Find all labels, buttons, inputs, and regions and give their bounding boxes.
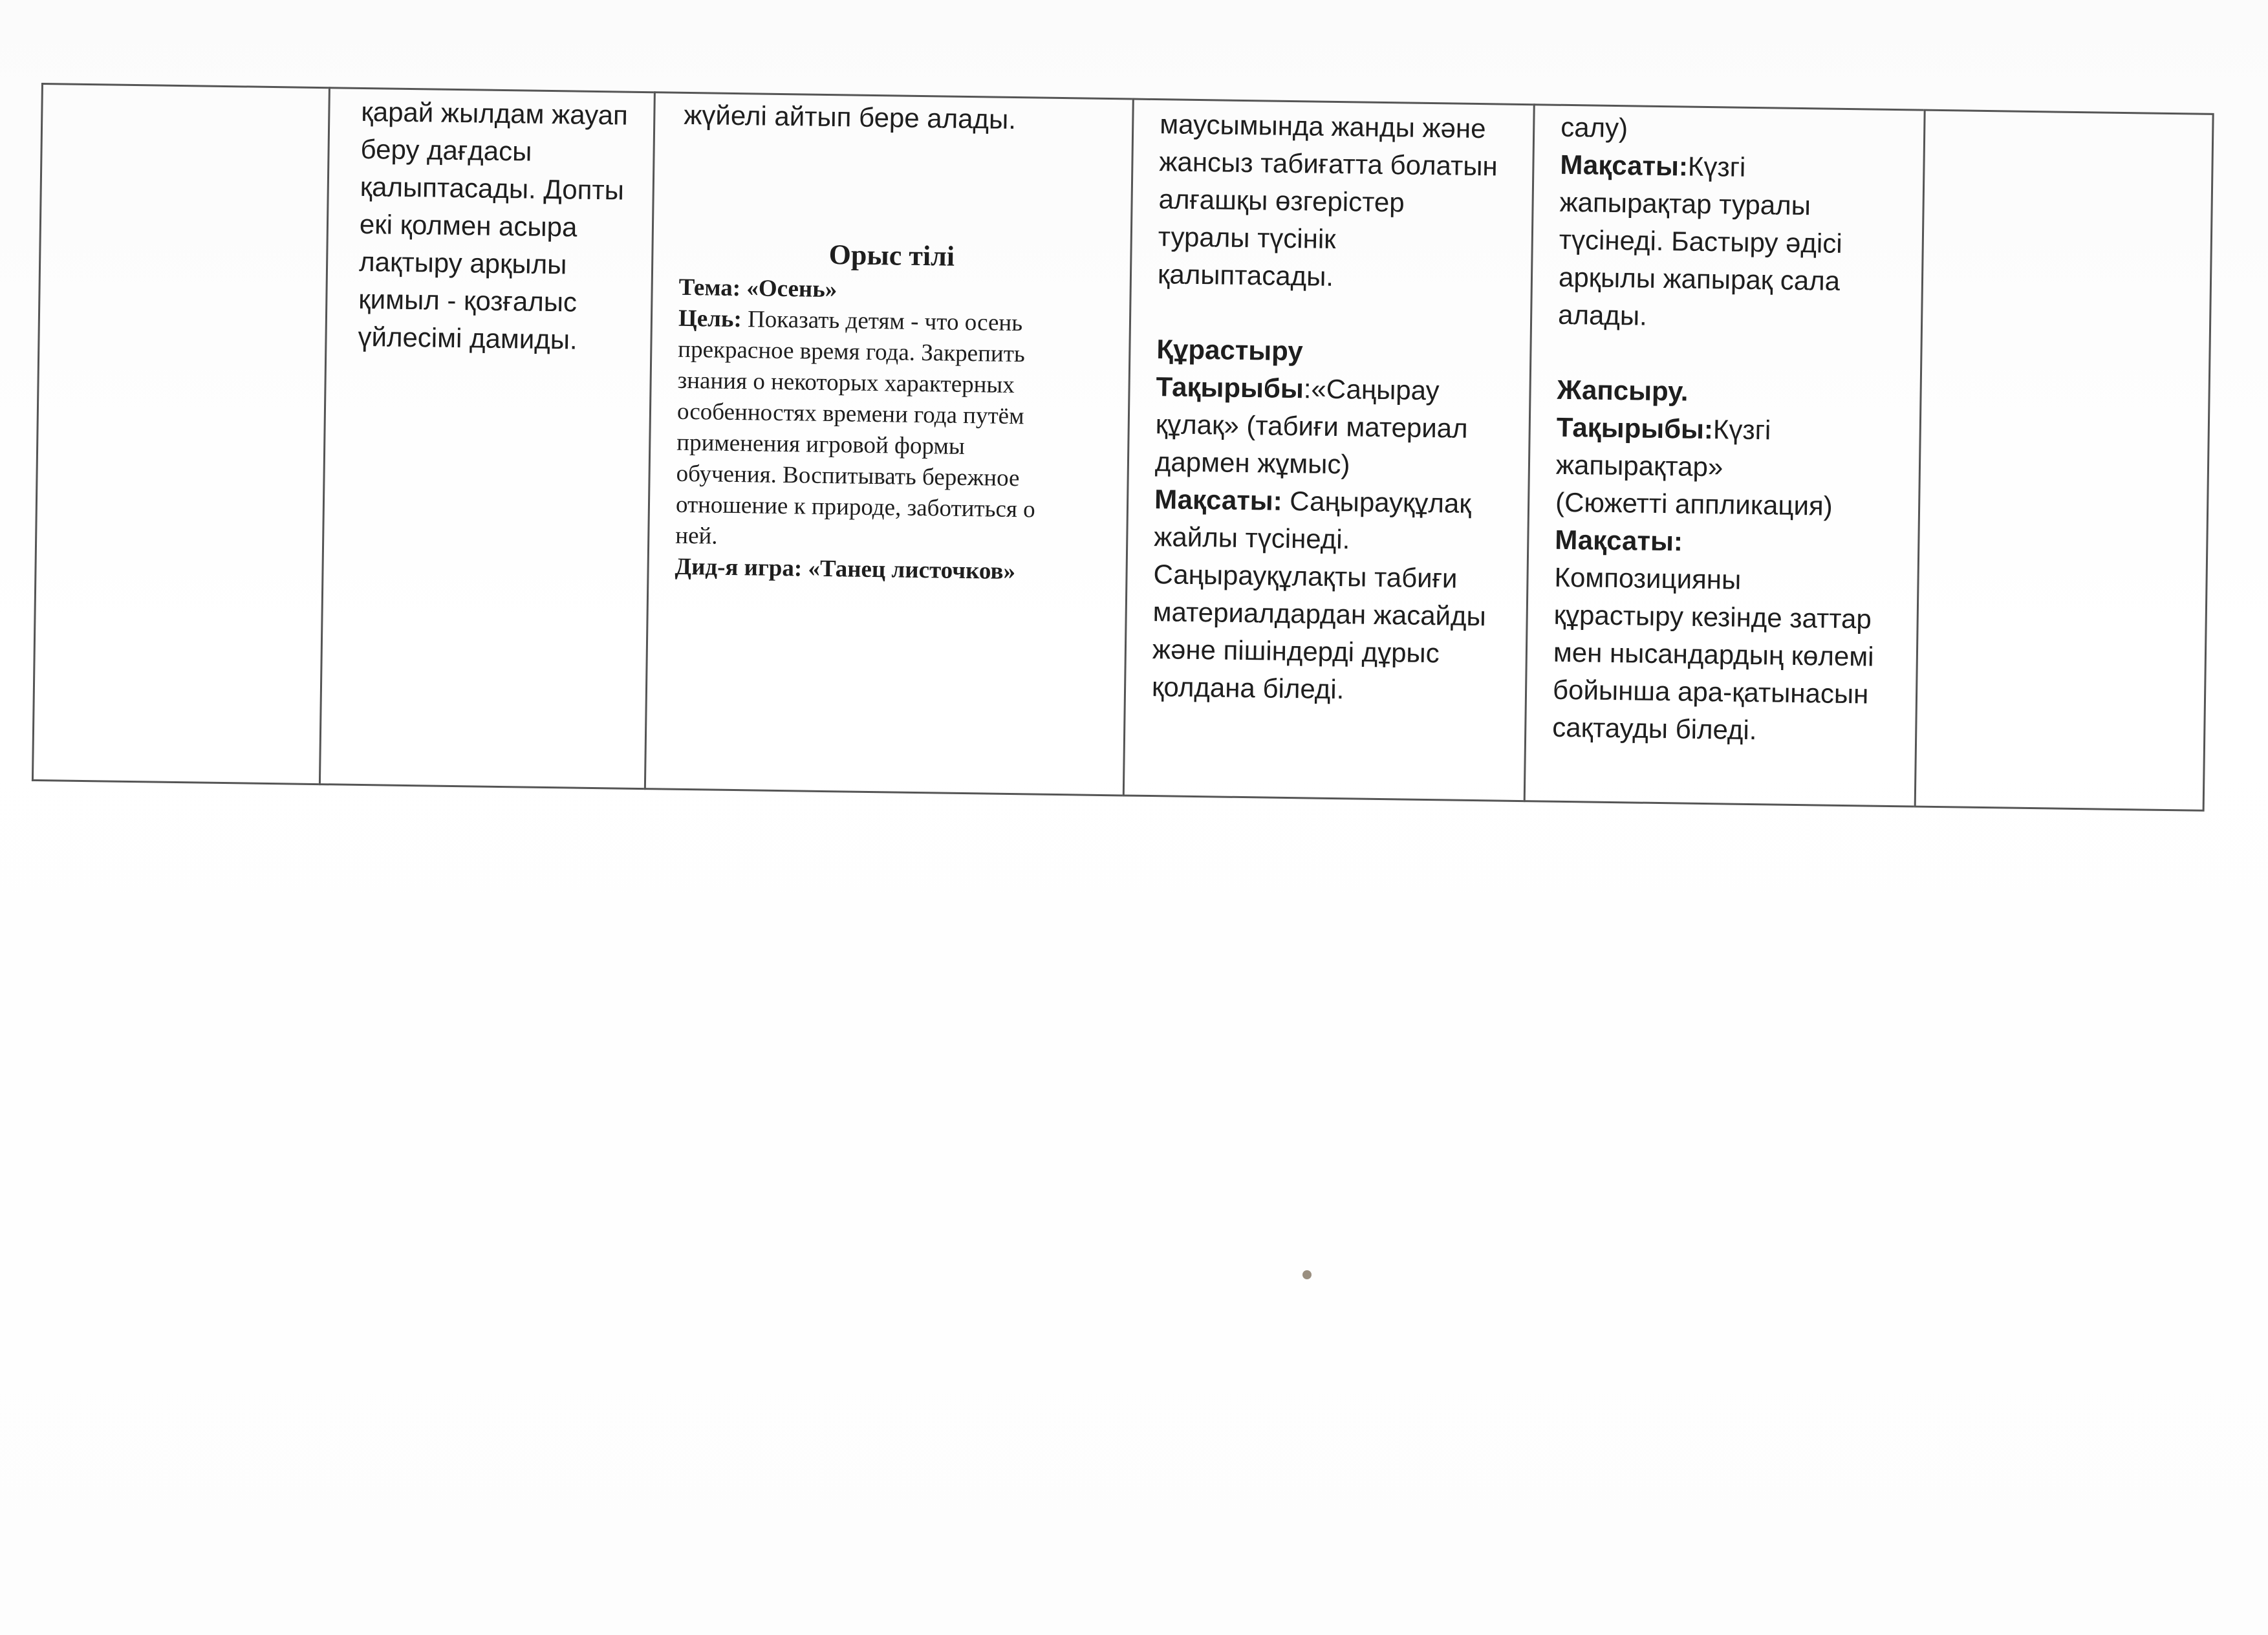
scan-speck bbox=[1302, 1270, 1312, 1279]
text-line: беру дағдасы bbox=[360, 133, 532, 167]
text-line: екі қолмен асыра bbox=[359, 208, 578, 243]
text-line: обучения. Воспитывать бережное bbox=[676, 460, 1020, 492]
table-column-1 bbox=[32, 83, 329, 785]
goal-label: Мақсаты: bbox=[1555, 524, 1683, 557]
text-line: дармен жұмыс) bbox=[1154, 446, 1350, 480]
goal-label: Мақсаты: bbox=[1154, 484, 1283, 516]
table-column-2 bbox=[319, 87, 654, 790]
text-line: алады. bbox=[1557, 299, 1648, 331]
text-line: :«Саңырау bbox=[1303, 373, 1440, 406]
text-line: ней. bbox=[675, 522, 718, 550]
text-line: бойынша ара-қатынасын bbox=[1552, 674, 1869, 709]
text-line: Күзгі bbox=[1687, 151, 1746, 182]
text-line: особенностях времени года путём bbox=[676, 398, 1024, 430]
topic-label: Тақырыбы: bbox=[1556, 411, 1714, 445]
text-line: сақтауды біледі. bbox=[1551, 711, 1757, 746]
cell-text bbox=[1152, 105, 1533, 711]
cell-text bbox=[358, 93, 654, 360]
table-column-3 bbox=[644, 91, 1132, 796]
cell-text bbox=[1552, 109, 1924, 752]
text-line: қалыптасады. Допты bbox=[360, 171, 625, 206]
text-line: және пішіндерді дұрыс bbox=[1152, 634, 1440, 669]
text-line: алғашқы өзгерістер bbox=[1158, 184, 1405, 218]
text-line: арқылы жапырақ сала bbox=[1558, 261, 1841, 296]
text-line: знания о некоторых характерных bbox=[677, 367, 1015, 399]
text-line: Күзгі bbox=[1712, 414, 1771, 446]
table-column-6 bbox=[1914, 109, 2214, 812]
text-line: құлақ» (табиғи материал bbox=[1155, 409, 1468, 444]
text-line: жапырақтар» bbox=[1555, 449, 1723, 482]
text-line: қолдана біледі. bbox=[1151, 671, 1345, 705]
text-line: Саңырауқұлақты табиғи bbox=[1153, 559, 1458, 594]
goal-label: Цель: bbox=[678, 305, 742, 333]
theme-label: Тема: «Осень» bbox=[678, 274, 837, 303]
text-line: туралы түсінік bbox=[1158, 221, 1336, 254]
text-line: қалыптасады. bbox=[1157, 259, 1334, 292]
table-column-5 bbox=[1524, 103, 1924, 807]
table-column-4 bbox=[1123, 98, 1533, 803]
text-line: жайлы түсінеді. bbox=[1154, 521, 1350, 555]
text-line: прекрасное время года. Закрепить bbox=[678, 336, 1026, 368]
text-line: құрастыру кезінде заттар bbox=[1553, 599, 1872, 634]
cell-top-line bbox=[684, 96, 1132, 140]
text-line: жапырақтар туралы bbox=[1559, 186, 1811, 221]
text-line: Саңырауқұлақ bbox=[1282, 485, 1472, 519]
text-line: отношение к природе, заботиться о bbox=[675, 491, 1035, 523]
subject-title: Орыс тілі bbox=[828, 239, 955, 272]
text-line: Показать детям - что осень bbox=[747, 306, 1023, 337]
text-line: қимыл - қозғалыс bbox=[358, 283, 578, 318]
text-line: түсінеді. Бастыру әдісі bbox=[1559, 224, 1842, 259]
topic-label: Тақырыбы bbox=[1156, 371, 1304, 404]
text-line: жүйелі айтып бере алады. bbox=[684, 99, 1017, 135]
lesson-plan-table bbox=[32, 83, 2214, 812]
text-line: Композицияны bbox=[1554, 561, 1742, 595]
game-label: Дид-я игра: «Танец листочков» bbox=[675, 553, 1016, 585]
text-line: лақтыру арқылы bbox=[358, 246, 567, 280]
text-line: жансыз табиғатта болатын bbox=[1159, 146, 1498, 182]
text-line: қарай жылдам жауап bbox=[361, 96, 629, 131]
text-line: применения игровой формы bbox=[676, 429, 966, 460]
section-title: Жапсыру. bbox=[1557, 374, 1689, 407]
section-title: Құрастыру bbox=[1156, 334, 1303, 367]
goal-label: Мақсаты: bbox=[1560, 149, 1689, 182]
russian-lesson-block bbox=[675, 272, 1130, 589]
text-line: маусымында жанды және bbox=[1159, 109, 1486, 144]
text-line: материалдардан жасайды bbox=[1152, 596, 1487, 632]
text-line: (Сюжетті аппликация) bbox=[1555, 486, 1833, 521]
text-line: салу) bbox=[1560, 111, 1628, 144]
text-line: үйлесімі дамиды. bbox=[358, 321, 578, 355]
text-line: мен нысандардың көлемі bbox=[1553, 636, 1874, 672]
